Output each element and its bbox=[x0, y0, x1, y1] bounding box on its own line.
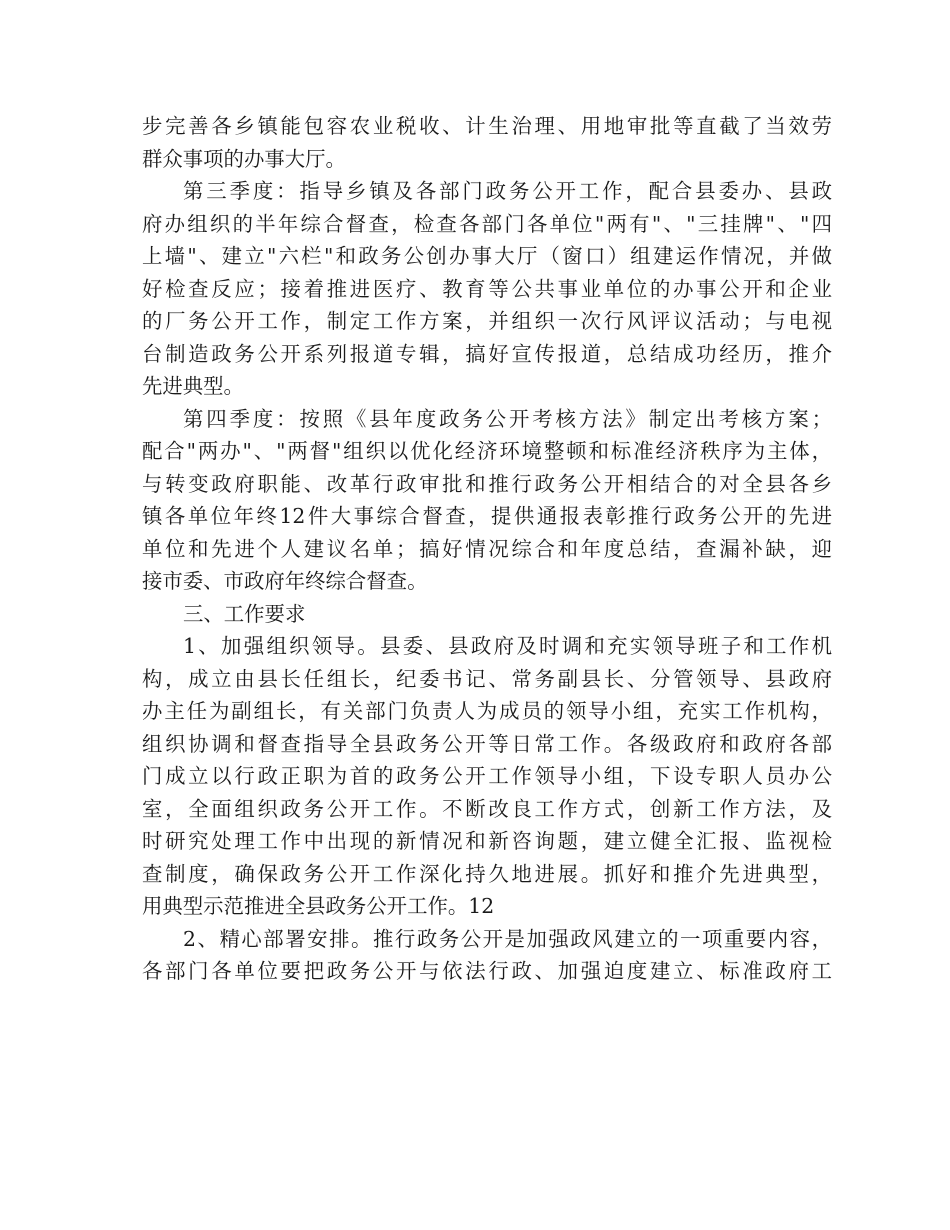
text-line: 步完善各乡镇能包容农业税收、计生治理、用地审批等直截了当效劳 bbox=[142, 114, 832, 138]
text-line: 查制度，确保政务公开工作深化持久地进展。抓好和推介先进典型， bbox=[142, 861, 832, 886]
text-line: 与转变政府职能、改革行政审批和推行政务公开相结合的对全县各乡 bbox=[142, 471, 832, 496]
text-line: 配合"两办"、"两督"组织以优化经济环境整顿和标准经济秩序为主体， bbox=[142, 439, 832, 463]
text-line: 的厂务公开工作，制定工作方案，并组织一次行风评议活动；与电视 bbox=[142, 309, 832, 333]
text-line: 台制造政务公开系列报道专辑，搞好宣传报道，总结成功经历，推介 bbox=[142, 341, 832, 366]
text-line: 用典型示范推进全县政务公开工作。12 bbox=[142, 894, 495, 918]
text-line: 接市委、市政府年终综合督查。 bbox=[142, 569, 428, 593]
text-line: 镇各单位年终12件大事综合督查，提供通报表彰推行政务公开的先进 bbox=[142, 504, 832, 528]
text-line: 构，成立由县长任组长，纪委书记、常务副县长、分管领导、县政府 bbox=[142, 666, 832, 691]
section-heading: 三、工作要求 bbox=[183, 601, 306, 626]
paragraph-item-1: 1、加强组织领导。县委、县政府及时调和充实领导班子和工作机 bbox=[183, 634, 832, 658]
text-line: 时研究处理工作中出现的新情况和新咨询题，建立健全汇报、监视检 bbox=[142, 829, 832, 853]
text-line: 门成立以行政正职为首的政务公开工作领导小组，下设专职人员办公 bbox=[142, 764, 832, 788]
text-line: 上墙"、建立"六栏"和政务公创办事大厅（窗口）组建运作情况，并做 bbox=[142, 244, 832, 268]
paragraph-item-2: 2、精心部署安排。推行政务公开是加强政风建立的一项重要内容， bbox=[183, 926, 832, 951]
text-line: 室，全面组织政务公开工作。不断改良工作方式，创新工作方法，及 bbox=[142, 796, 832, 821]
document-body bbox=[142, 110, 832, 988]
text-line: 群众事项的办事大厅。 bbox=[142, 146, 346, 171]
text-line: 府办组织的半年综合督查，检查各部门各单位"两有"、"三挂牌"、"四 bbox=[142, 211, 832, 236]
text-line: 单位和先进个人建议名单；搞好情况综合和年度总结，查漏补缺，迎 bbox=[142, 536, 832, 561]
text-line: 先进典型。 bbox=[142, 374, 244, 398]
paragraph-heading-q4: 第四季度：按照《县年度政务公开考核方法》制定出考核方案； bbox=[183, 406, 832, 431]
text-line: 办主任为副组长，有关部门负责人为成员的领导小组，充实工作机构， bbox=[142, 699, 832, 723]
paragraph-heading-q3: 第三季度：指导乡镇及各部门政务公开工作，配合县委办、县政 bbox=[183, 179, 832, 203]
text-line: 组织协调和督查指导全县政务公开等日常工作。各级政府和政府各部 bbox=[142, 731, 832, 756]
text-line: 好检查反应；接着推进医疗、教育等公共事业单位的办事公开和企业 bbox=[142, 276, 832, 301]
text-line: 各部门各单位要把政务公开与依法行政、加强迫度建立、标准政府工 bbox=[142, 959, 832, 983]
